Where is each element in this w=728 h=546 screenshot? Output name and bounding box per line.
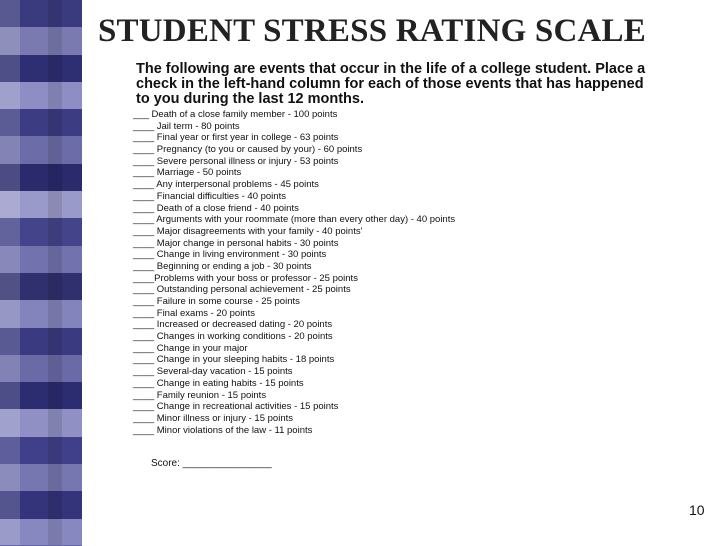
event-item: ____ Increased or decreased dating - 20 points — [133, 319, 333, 331]
event-item: ____ Major change in personal habits - 30 points — [133, 237, 339, 249]
event-item: ____ Minor violations of the law - 11 points — [133, 424, 313, 436]
slide-title: STUDENT STRESS RATING SCALE — [98, 13, 646, 49]
event-item: ____ Arguments with your roommate (more than every other day) - 40 points — [133, 214, 456, 226]
event-item: ____ Death of a close friend - 40 points — [133, 202, 299, 214]
decorative-band — [0, 437, 82, 464]
decorative-band — [0, 464, 82, 491]
event-item: ____ Changes in working conditions - 20 points — [133, 331, 333, 343]
decorative-band — [0, 409, 82, 436]
event-item: ___ Death of a close family member - 100 points — [133, 109, 338, 120]
event-item: ____ Change in recreational activities - 15 points — [133, 401, 339, 413]
event-item: ____ Jail term - 80 points — [133, 120, 240, 132]
event-item: ____Problems with your boss or professor - 25 points — [133, 272, 358, 284]
event-item: ____ Severe personal illness or injury - 53 points — [133, 155, 339, 167]
event-item: ____ Change in your major — [133, 342, 248, 354]
decorative-side-strip — [0, 0, 82, 546]
decorative-band — [0, 355, 82, 382]
decorative-band — [0, 218, 82, 245]
event-item: ____ Failure in some course - 25 points — [133, 296, 300, 307]
decorative-band — [0, 164, 82, 191]
event-item: ____ Financial difficulties - 40 points — [133, 190, 286, 202]
event-item: ____ Beginning or ending a job - 30 points — [133, 260, 312, 272]
event-item: ____ Several-day vacation - 15 points — [133, 366, 293, 378]
decorative-band — [0, 300, 82, 327]
decorative-band — [0, 191, 82, 218]
event-item: ____ Outstanding personal achievement - 25 points — [133, 284, 351, 296]
event-item: ____ Family reunion - 15 points — [133, 389, 267, 401]
decorative-band — [0, 273, 82, 300]
event-item: ____ Any interpersonal problems - 45 points — [133, 179, 319, 191]
event-item: ____ Change in living environment - 30 points — [133, 249, 327, 261]
decorative-band — [0, 519, 82, 546]
event-checklist — [133, 109, 455, 436]
decorative-band — [0, 55, 82, 82]
instructions-text: The following are events that occur in the life of a college student. Place a check in the left-hand column for each of those events that has happened to you during the last 12 months. — [136, 61, 646, 107]
page-number: 10 — [689, 502, 705, 518]
event-item: ____ Final year or first year in college - 63 points — [133, 132, 339, 144]
event-item: ____ Final exams - 20 points — [133, 307, 255, 319]
event-item: ____ Minor illness or injury - 15 points — [133, 412, 293, 424]
decorative-band — [0, 27, 82, 54]
event-item: ____ Change in eating habits - 15 points — [133, 377, 304, 389]
decorative-band — [0, 136, 82, 163]
decorative-band — [0, 328, 82, 355]
decorative-band — [0, 109, 82, 136]
event-item: ____ Pregnancy (to you or caused by your) - 60 points — [133, 144, 363, 156]
decorative-band — [0, 491, 82, 518]
decorative-band — [0, 382, 82, 409]
score-line: Score: ________________ — [151, 458, 272, 469]
decorative-band — [0, 82, 82, 109]
decorative-band — [0, 246, 82, 273]
event-item: ____ Marriage - 50 points — [133, 167, 242, 179]
decorative-band — [0, 0, 82, 27]
event-item: ____ Major disagreements with your family - 40 points' — [133, 225, 363, 237]
event-item: ____ Change in your sleeping habits - 18 points — [133, 354, 335, 366]
